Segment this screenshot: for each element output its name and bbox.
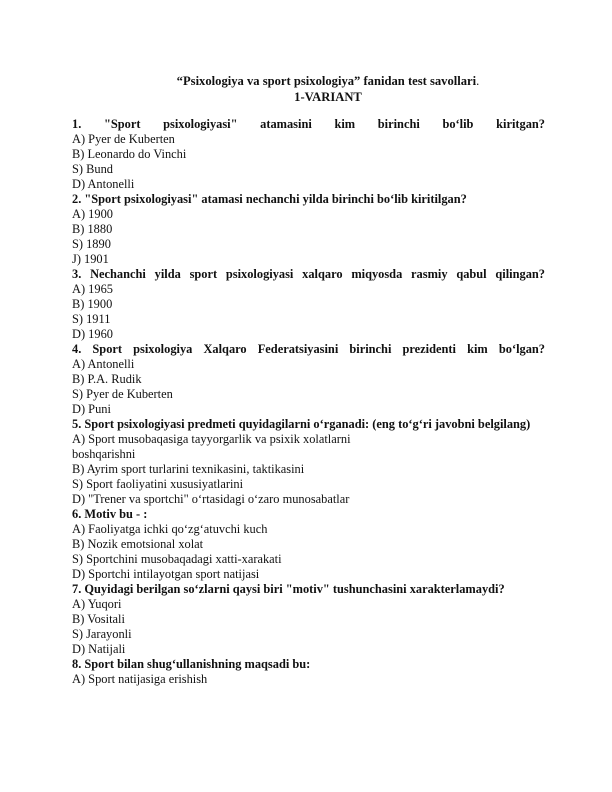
question-2-option-s: S) 1890	[72, 237, 111, 251]
document-title	[0, 73, 612, 89]
question-3-option-s: S) 1911	[72, 312, 111, 326]
question-4-option-b: B) P.A. Rudik	[72, 372, 142, 386]
question-1-option-d: D) Antonelli	[72, 177, 135, 191]
question-6-option-d: D) Sportchi intilayotgan sport natijasi	[72, 567, 260, 581]
question-8: 8. Sport bilan shug‘ullanishning maqsadi bu:	[72, 657, 311, 671]
question-4-option-s: S) Pyer de Kuberten	[72, 387, 173, 401]
question-8-option-a: A) Sport natijasiga erishish	[72, 672, 208, 686]
question-7: 7. Quyidagi berilgan so‘zlarni qaysi biri "motiv" tushunchasini xarakterlamaydi?	[72, 582, 505, 596]
question-2-option-b: B) 1880	[72, 222, 113, 236]
question-5-option-b: B) Ayrim sport turlarini texnikasini, taktikasini	[72, 462, 305, 476]
question-7-option-s: S) Jarayonli	[72, 627, 132, 641]
question-1-option-s: S) Bund	[72, 162, 113, 176]
question-2: 2. "Sport psixologiyasi" atamasi nechanchi yilda birinchi bo‘lib kiritilgan?	[72, 192, 467, 206]
question-6-option-a: A) Faoliyatga ichki qo‘zg‘atuvchi kuch	[72, 522, 268, 536]
question-6: 6. Motiv bu - :	[72, 507, 148, 521]
question-4-option-d: D) Puni	[72, 402, 111, 416]
question-3: 3. Nechanchi yilda sport psixologiyasi xalqaro miqyosda rasmiy qabul qilingan?	[72, 267, 545, 281]
question-2-option-a: A) 1900	[72, 207, 113, 221]
question-3-option-b: B) 1900	[72, 297, 113, 311]
question-5-option-d: D) "Trener va sportchi" o‘rtasidagi o‘zaro munosabatlar	[72, 492, 350, 506]
question-1-option-b: B) Leonardo do Vinchi	[72, 147, 187, 161]
document-header	[0, 73, 612, 105]
question-7-option-d: D) Natijali	[72, 642, 126, 656]
question-5-option-a: A) Sport musobaqasiga tayyorgarlik va psixik xolatlarni boshqarishni	[72, 432, 351, 461]
question-5-option-s: S) Sport faoliyatini xususiyatlarini	[72, 477, 244, 491]
question-3-option-d: D) 1960	[72, 327, 113, 341]
question-1: 1. "Sport psixologiyasi" atamasini kim birinchi bo‘lib kiritgan?	[72, 117, 545, 131]
question-6-option-b: B) Nozik emotsional xolat	[72, 537, 204, 551]
question-7-option-a: A) Yuqori	[72, 597, 122, 611]
question-4: 4. Sport psixologiya Xalqaro Federatsiyasini birinchi prezidenti kim bo‘lgan?	[72, 342, 545, 356]
question-7-option-b: B) Vositali	[72, 612, 125, 626]
question-1-option-a: A) Pyer de Kuberten	[72, 132, 175, 146]
question-6-option-s: S) Sportchini musobaqadagi xatti-xarakati	[72, 552, 282, 566]
questions-list	[72, 117, 545, 687]
variant-label: 1-VARIANT	[294, 90, 362, 104]
question-2-option-j: J) 1901	[72, 252, 109, 266]
question-3-option-a: A) 1965	[72, 282, 113, 296]
document-title-dot: .	[476, 74, 480, 88]
question-5: 5. Sport psixologiyasi predmeti quyidagilarni o‘rganadi: (eng to‘g‘ri javobni belgilang)	[72, 417, 531, 431]
question-4-option-a: A) Antonelli	[72, 357, 135, 371]
document-title-text: “Psixologiya va sport psixologiya” fanidan test savollari	[176, 74, 477, 88]
